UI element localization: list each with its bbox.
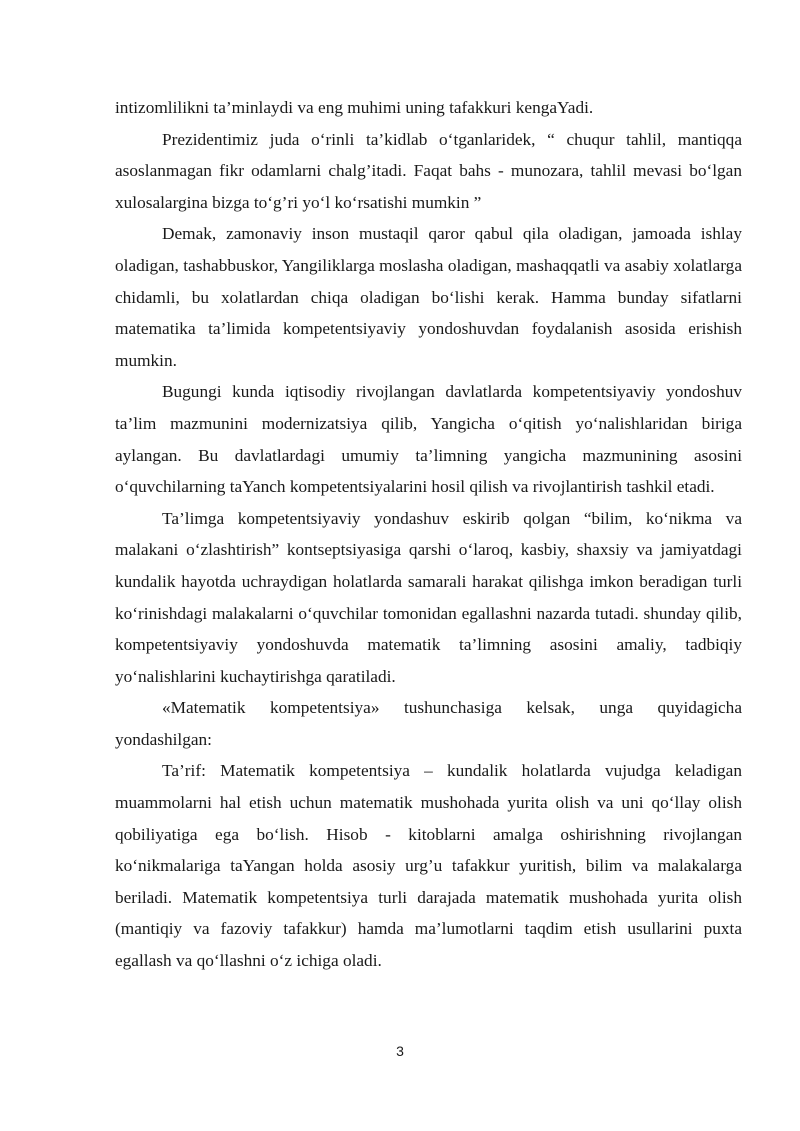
paragraph-competency-approach: Ta’limga kompetentsiyaviy yondashuv eskirib qolgan “bilim, ko‘nikma va malakani o‘zlashtirish” kontseptsiyasiga qarshi o‘laroq, kasbiy, shaxsiy va jamiyatdagi kundalik hayotda uchraydigan holatlarda samarali harakat qilishga imkon beradigan turli ko‘rinishdagi malakalarni o‘quvchilar tomonidan egallashni nazarda tutadi. shunday qilib, kompetentsiyaviy yondoshuvda matematik ta’limning asosini amaliy, tadbiqiy yo‘nalishlarini kuchaytirishga qaratiladi. [115, 508, 742, 686]
paragraph-president-quote: Prezidentimiz juda o‘rinli ta’kidlab o‘tganlaridek, “ chuqur tahlil, mantiqqa asoslanmagan fikr odamlarni chalg’itadi. Faqat bahs - munozara, tahlil mevasi bo‘lgan xulosalargina bizga to‘g’ri yo‘l ko‘rsatishi mumkin ” [115, 129, 742, 212]
paragraph-definition: Ta’rif: Matematik kompetentsiya – kundalik holatlarda vujudga keladigan muammolarni hal etish uchun matematik mushohada yurita olish va uni qo‘llay olish qobiliyatiga ega bo‘lish. Hisob - kitoblarni amalga oshirishning rivojlangan ko‘nikmalariga taYangan holda asosiy urg’u tafakkur yuritish, bilim va malakalarga beriladi. Matematik kompetentsiya turli darajada matematik mushohada yurita olish (mantiqiy va fazoviy tafakkur) hamda ma’lumotlarni taqdim etish usullarini puxta egallash va qo‘llashni o‘z ichiga oladi. [115, 761, 742, 971]
paragraph-math-competency-intro: «Matematik kompetentsiya» tushunchasiga kelsak, unga quyidagicha yondashilgan: [115, 698, 742, 749]
paragraph-developed-countries: Bugungi kunda iqtisodiy rivojlangan davlatlarda kompetentsiyaviy yondoshuv ta’lim mazmunini modernizatsiya qilib, Yangicha o‘qitish yo‘nalishlaridan biriga aylangan. Bu davlatlardagi umumiy ta’limning yangicha mazmunining asosini o‘quvchilarning taYanch kompetentsiyalarini hosil qilish va rivojlantirish tashkil etadi. [115, 382, 742, 497]
paragraph-modern-person: Demak, zamonaviy inson mustaqil qaror qabul qila oladigan, jamoada ishlay oladigan, tashabbuskor, Yangiliklarga moslasha oladigan, mashaqqatli va asabiy xolatlarga chidamli, bu xolatlardan chiqa oladigan bo‘lishi kerak. Hamma bunday sifatlarni matematika ta’limida kompetentsiyaviy yondoshuvdan foydalanish asosida erishish mumkin. [115, 224, 742, 370]
paragraph-continuation: intizomlilikni ta’minlaydi va eng muhimi uning tafakkuri kengaYadi. [115, 98, 594, 117]
page-number: 3 [396, 1043, 404, 1059]
document-body [115, 92, 742, 977]
